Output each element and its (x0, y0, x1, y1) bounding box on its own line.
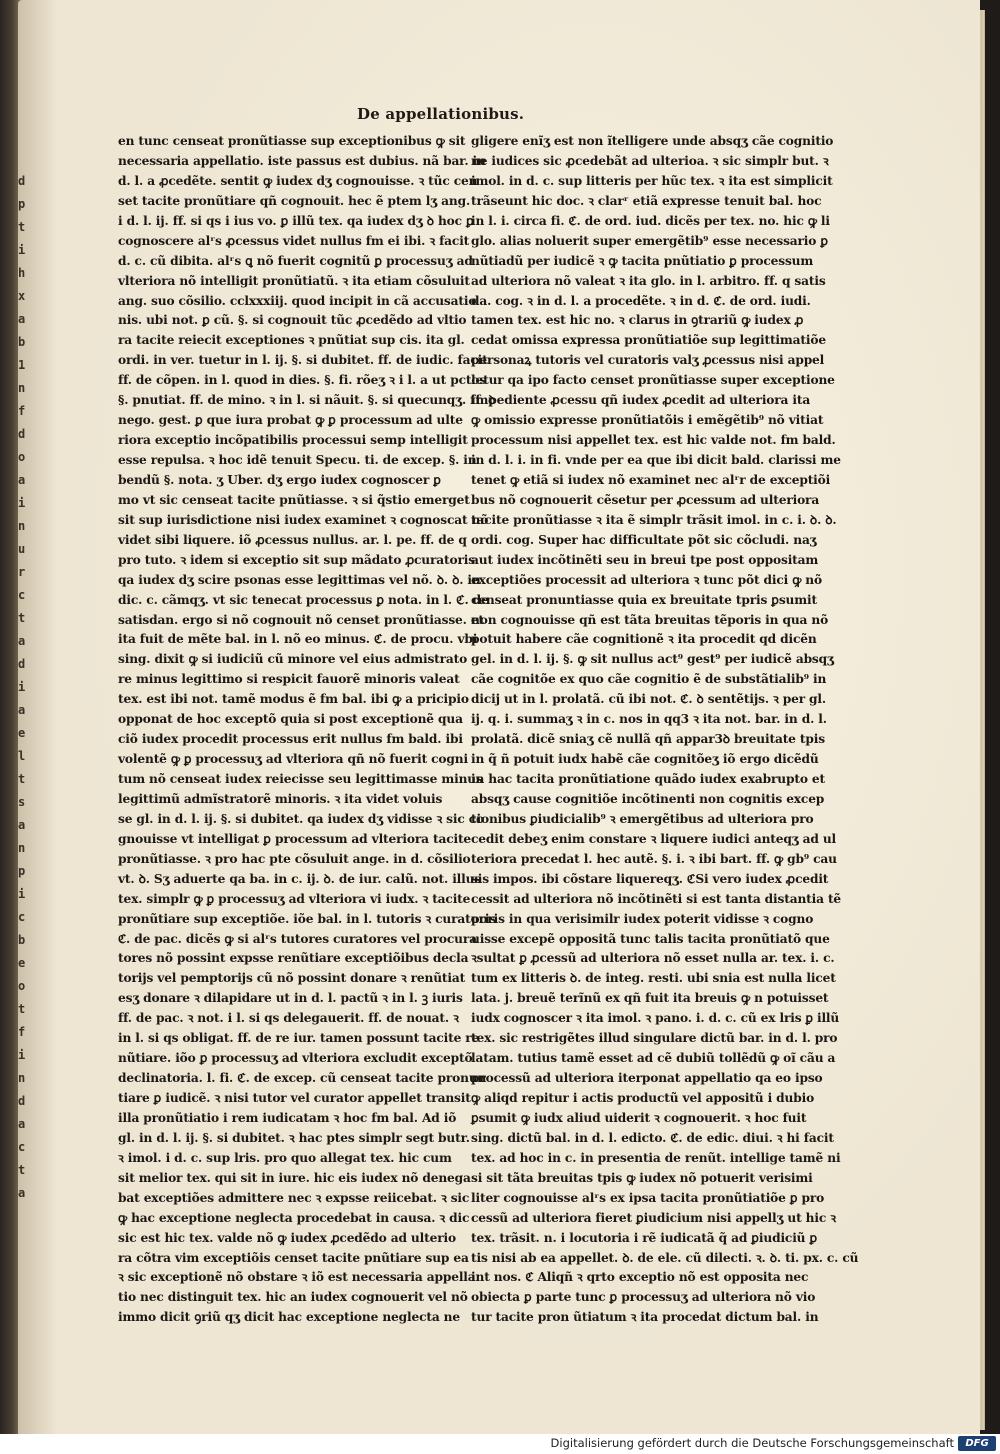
text-line: in l. i. circa fi. ℭ. de ord. iud. dicẽs per tex. no. hic ꝙ li (471, 213, 830, 228)
text-line: ra cõtra vim exceptiõis censet tacite pnũtiare sup ea (118, 1250, 469, 1265)
text-line: tores nõ possint expsse renũtiare exceptiõibus decla (118, 951, 469, 966)
text-line: si sit tãta breuitas tpis ꝙ iudex nõ potuerit verisimi (471, 1170, 813, 1185)
text-line: obiecta ꝑ parte tunc ꝑ processuʒ ad ulteriora nõ vio (471, 1290, 816, 1305)
text-line: gel. in d. l. ij. §. ꝙ sit nullus act⁹ gest⁹ per iudicẽ absqʒ (471, 652, 834, 667)
margin-fragment: n (18, 841, 25, 855)
text-line: cedat omissa expressa pronũtiatiõe sup legittimatiõe (471, 333, 826, 348)
margin-fragment: a (18, 818, 25, 832)
text-line: cãe cognitõe ex quo cãe cognitio ẽ de substãtialib⁹ in (471, 672, 827, 687)
margin-fragment: t (18, 220, 25, 234)
text-line: volentẽ ꝙ ꝑ processuʒ ad vlteriora qñ nõ fuerit cogni (118, 752, 468, 767)
margin-fragment: i (18, 887, 25, 901)
text-line: potuit habere cãe cognitionẽ ꝛ ita procedit qd dicẽn (471, 632, 817, 647)
text-line: tacite pronũtiasse ꝛ ita ẽ simplr trãsit imol. in c. i. ꝺ. ꝺ. (471, 512, 837, 527)
text-line: pronũtiare sup exceptiõe. iõe bal. in l. tutoris ꝛ curatoris (118, 911, 497, 926)
text-line: trãseunt hic doc. ꝛ clarʳ etiã expresse tenuit bal. hoc (471, 193, 822, 208)
digitization-footer (0, 1434, 1000, 1454)
margin-fragment: a (18, 312, 25, 326)
text-line: d. l. a ꝓcedẽte. sentit ꝙ iudex dʒ cognouisse. ꝛ tũc cen (118, 173, 478, 188)
text-line: videt sibi liquere. iõ ꝓcessus nullus. ar. l. pe. ff. de q (118, 532, 467, 547)
text-line: tur tacite pron ũtiatum ꝛ ita procedat dictum bal. in (471, 1310, 819, 1325)
text-line: ang. suo cõsilio. cclxxxiij. quod incipit in cã accusatio (118, 293, 477, 308)
text-line: ꝛ sic exceptionẽ nõ obstare ꝛ iõ est necessaria appella (118, 1270, 476, 1285)
text-line: satisdan. ergo si nõ cognouit nõ censet pronũtiasse. et (118, 612, 484, 627)
text-line: tio nec distinguit tex. hic an iudex cognouerit vel nõ (118, 1290, 468, 1305)
text-line: ff. de cõpen. in l. quod in dies. §. fi. rõeʒ ꝛ i l. a ut pctos (118, 373, 487, 388)
left-text-column (118, 132, 497, 1328)
text-line: cessũ ad ulteriora fieret ꝑiudicium nisi appellʒ ut hic ꝛ (471, 1210, 836, 1225)
page-header: De appellationibus. (357, 105, 525, 123)
margin-fragment: i (18, 680, 25, 694)
text-line: i d. l. ij. ff. si qs i ius vo. ꝑ illũ tex. qa iudex dʒ ꝺ hoc ꝑ (118, 213, 474, 228)
text-line: int nos. ℭ Aliqñ ꝛ qrto exceptio nõ est opposita nec (471, 1270, 809, 1285)
text-line: ciõ iudex procedit processus erit nullus fm bald. ibi (118, 732, 463, 747)
text-line: opponat de hoc exceptõ quia si post exceptionẽ qua (118, 712, 463, 727)
text-line: legittimũ admĩstratorẽ minoris. ꝛ ita videt voluis (118, 791, 443, 806)
text-line: letur qa ipo facto censet pronũtiasse super exceptione (471, 373, 835, 388)
margin-fragment: x (18, 289, 25, 303)
text-line: nũtiadũ per iudicẽ ꝛ ꝙ tacita pnũtiatio ꝑ processum (471, 253, 814, 268)
text-line: tis nisi ab ea appellet. ꝺ. de ele. cũ dilecti. ꝛ. ꝺ. ti. px. c. cũ (471, 1250, 859, 1265)
margin-fragment: u (18, 542, 25, 556)
margin-fragment: d (18, 427, 25, 441)
margin-fragment: c (18, 1140, 25, 1154)
margin-fragment: a (18, 473, 25, 487)
text-line: processum nisi appellet tex. est hic valde not. fm bald. (471, 433, 836, 448)
text-line: necessaria appellatio. iste passus est dubius. nã bar. in (118, 153, 486, 168)
margin-fragment: n (18, 519, 25, 533)
text-line: absqʒ cause cognitiõe incõtinenti non cognitis excep (471, 791, 825, 806)
margin-fragment: a (18, 634, 25, 648)
margin-fragment: t (18, 772, 25, 786)
margin-fragment: t (18, 1002, 25, 1016)
text-line: cessit ad ulteriora nõ incõtinẽti si est tanta distantia tẽ (471, 891, 842, 906)
text-line: non cognouisse qñ est tãta breuitas tẽporis in qua nõ (471, 612, 829, 627)
text-line: se gl. in d. l. ij. §. si dubitet. qa iudex dʒ vidisse ꝛ sic co (118, 811, 484, 826)
margin-fragment: f (18, 404, 25, 418)
text-line: dicij ut in l. prolatã. cũ ibi not. ℭ. ꝺ sentẽtijs. ꝛ per gl. (471, 692, 827, 707)
text-line: tex. sic restrigẽtes illud singulare dictũ bar. in d. l. pro (471, 1031, 838, 1046)
text-line: nego. gest. ꝑ que iura probat ꝙ ꝑ processum ad ulte (118, 413, 463, 428)
text-line: iudx cognoscer ꝛ ita imol. ꝛ pano. i. d. c. cũ ex lris ꝑ illũ (471, 1011, 840, 1026)
margin-fragment: d (18, 174, 25, 188)
text-line: riora exceptio incõpatibilis processui semp intelligit (118, 433, 468, 448)
text-line: tex. est ibi not. tamẽ modus ẽ fm bal. ibi ꝙ a pricipio (118, 692, 469, 707)
text-line: exceptiões processit ad ulteriora ꝛ tunc põt dici ꝙ nõ (471, 572, 823, 587)
text-line: ꝙ aliqd repitur i actis productũ vel appositũ i dubio (471, 1091, 815, 1105)
text-line: sing. dictũ bal. in d. l. edicto. ℭ. de edic. diui. ꝛ hi facit (471, 1130, 834, 1145)
margin-fragment: d (18, 657, 25, 671)
text-line: tum nõ censeat iudex reiecisse seu legittimasse minus (118, 772, 483, 786)
text-line: gligere enĩʒ est non ĩtelligere unde absqʒ cãe cognitio (471, 134, 834, 148)
text-line: mo vt sic censeat tacite pnũtiasse. ꝛ si q̃stio emerget (118, 492, 470, 507)
text-line: declinatoria. l. fi. ℭ. de excep. cũ censeat tacite pronun (118, 1071, 487, 1086)
text-line: tamen tex. est hic no. ꝛ clarus in ꝯtrariũ ꝙ iudex ꝓ (471, 313, 804, 328)
text-line: vt. ꝺ. Sʒ aduerte qa ba. in c. ij. ꝺ. de iur. calũ. not. illus (118, 871, 482, 886)
text-line: en tunc censeat pronũtiasse sup exceptionibus ꝙ sit (118, 134, 466, 148)
text-line: set tacite pronũtiare qñ cognouit. hec ẽ ptem lʒ ang. (118, 193, 471, 208)
text-line: in hac tacita pronũtiatione quãdo iudex exabrupto et (471, 772, 825, 786)
text-line: sit melior tex. qui sit in iure. hic eis iudex nõ denega (118, 1170, 471, 1185)
text-line: dic. c. cãmqʒ. vt sic tenecat processus ꝑ nota. in l. ℭ. de (118, 592, 489, 607)
margin-fragment: l (18, 749, 25, 763)
dfg-logo: DFG (958, 1436, 996, 1451)
text-line: d. c. cũ dibita. alʳs ꝗ nõ fuerit cognitũ ꝑ processuʒ ad (118, 253, 473, 268)
text-line: sic est hic tex. valde nõ ꝙ iudex ꝓcedẽdo ad ulterio (118, 1230, 456, 1245)
margin-fragment: i (18, 243, 25, 257)
margin-fragment: b (18, 933, 25, 947)
text-line: nis. ubi not. ꝑ cũ. §. si cognouit tũc ꝓcedẽdo ad vltio (118, 313, 467, 328)
text-line: ita fuit de mẽte bal. in l. nõ eo minus. ℭ. de procu. vbi (118, 632, 478, 647)
text-line: in q̃ ñ potuit iudx habẽ cãe cognitõeʒ iõ ergo dicẽdũ (471, 752, 819, 767)
margin-fragment: e (18, 726, 25, 740)
text-line: ff. de pac. ꝛ not. i l. si qs delegauerit. ff. de nouat. ꝛ (118, 1011, 459, 1026)
text-line: censeat pronuntiasse quia ex breuitate tpris ꝑsumit (471, 592, 817, 607)
text-line: ꝙ omissio expresse pronũtiatõis i emẽgẽtib⁹ nõ vitiat (471, 413, 824, 428)
text-line: ꝙ hac exceptione neglecta procedebat in causa. ꝛ dic (118, 1210, 470, 1225)
text-line: ordi. cog. Super hac difficultate põt sic cõcludi. naʒ (471, 532, 817, 547)
margin-fragment: b (18, 335, 25, 349)
text-line: nũtiare. iõo ꝑ processuʒ ad vlteriora excludit exceptõ (118, 1051, 473, 1066)
margin-fragment: s (18, 795, 25, 809)
text-line: tum ex litteris ꝺ. de integ. resti. ubi snia est nulla licet (471, 971, 836, 986)
margin-fragment: a (18, 703, 25, 717)
margin-fragment: o (18, 979, 25, 993)
text-line: ra tacite reiecit exceptiones ꝛ pnũtiat sup cis. ita gl. (118, 333, 465, 348)
text-line: bus nõ cognouerit cẽsetur per ꝓcessum ad ulteriora (471, 492, 820, 507)
text-line: impediente ꝓcessu qñ iudex ꝓcedit ad ulteriora ita (471, 393, 811, 408)
margin-fragment: f (18, 1025, 25, 1039)
margin-fragment: n (18, 381, 25, 395)
text-line: immo dicit ꝯriũ qʒ dicit hac exceptione neglecta ne (118, 1310, 460, 1325)
text-line: imol. in d. c. sup litteris per hũc tex. ꝛ ita est simplicit (471, 173, 833, 188)
text-line: prolatã. dicẽ sniaʒ cẽ nullã qñ appar3ꝺ breuitate tpis (471, 732, 825, 747)
text-line: ne iudices sic ꝓcedebãt ad ulterioa. ꝛ sic simplr but. ꝛ (471, 153, 829, 168)
text-line: ordi. in ver. tuetur in l. ij. §. si dubitet. ff. de iudic. facit (118, 353, 488, 368)
margin-fragment: t (18, 1163, 25, 1177)
margin-fragment: i (18, 496, 25, 510)
text-line: personaꝝ tutoris vel curatoris valʒ ꝓcessus nisi appel (471, 353, 825, 368)
text-line: gnouisse vt intelligat ꝑ processum ad vlteriora tacite (118, 831, 472, 846)
text-line: aut iudex incõtinẽti seu in breui tpe post oppositam (471, 552, 819, 567)
text-line: uisse excepẽ oppositã tunc talis tacita pronũtiatõ que (471, 931, 830, 946)
text-line: liter cognouisse alʳs ex ipsa tacita pronũtiatiõe ꝑ pro (471, 1190, 825, 1205)
text-line: tex. trãsit. n. i locutoria i rẽ iudicatã q̃ ad ꝑiudiciũ ꝑ (471, 1230, 818, 1245)
margin-fragment: p (18, 197, 25, 211)
text-line: bat exceptiões admittere nec ꝛ expsse reiicebat. ꝛ sic (118, 1190, 470, 1205)
text-line: tex. ad hoc in c. in presentia de renũt. intellige tamẽ ni (471, 1150, 841, 1165)
text-line: lata. j. breuẽ terĩnũ ex qñ fuit ita breuis ꝙ n potuisset (471, 991, 829, 1006)
text-line: sit sup iurisdictione nisi iudex examinet ꝛ cognoscat nõ (118, 512, 489, 527)
text-line: sis impos. ibi cõstare liquereqʒ. ℭSi vero iudex ꝓcedit (471, 871, 829, 886)
right-text-column (471, 132, 859, 1328)
text-line: §. pnutiat. ff. de mino. ꝛ in l. si nãuit. §. si quecunqʒ. ff. ꝺ (118, 393, 496, 408)
text-line: tionibus ꝑiudicialib⁹ ꝛ emergẽtibus ad ulteriora pro (471, 811, 814, 826)
text-line: sing. dixit ꝙ si iudiciũ cũ minore vel eius admistrato (118, 652, 468, 667)
text-line: esse repulsa. ꝛ hoc idẽ tenuit Specu. ti. de excep. §. in (118, 453, 477, 467)
text-line: ad ulteriora nõ valeat ꝛ ita glo. in l. arbitro. ff. q satis (471, 273, 826, 288)
text-line: tenet ꝙ etiã si iudex nõ examinet nec alʳr de exceptiõi (471, 472, 831, 487)
text-line: ꝛ imol. i d. c. sup lris. pro quo allegat tex. hic cum (118, 1150, 452, 1165)
text-line: cognoscere alʳs ꝓcessus videt nullus fm ei ibi. ꝛ facit (118, 233, 470, 248)
text-line: processũ ad ulteriora iterponat appellatio qa eo ipso (471, 1071, 823, 1086)
text-line: torijs vel pemptorijs cũ nõ possint donare ꝛ renũtiat (118, 971, 466, 986)
margin-fragment: h (18, 266, 25, 280)
margin-fragment: o (18, 450, 25, 464)
text-line: latam. tutius tamẽ esset ad cẽ dubiũ tollẽdũ ꝙ oĩ cãu a (471, 1051, 836, 1066)
text-line: pro tuto. ꝛ idem si exceptio sit sup mãdato ꝓcuratoris (118, 552, 475, 567)
text-line: esʒ donare ꝛ dilapidare ut in d. l. pactũ ꝛ in l. ꝫ iuris (118, 991, 463, 1006)
margin-fragment: d (18, 1094, 25, 1108)
margin-fragment: r (18, 565, 25, 579)
text-line: ℭ. de pac. dicẽs ꝙ si alʳs tutores curatores vel procura (118, 931, 477, 946)
text-line: da. cog. ꝛ in d. l. a procedẽte. ꝛ in d. ℭ. de ord. iudi. (471, 293, 811, 308)
margin-fragment: c (18, 910, 25, 924)
margin-fragment: c (18, 588, 25, 602)
margin-fragment: i (18, 1048, 25, 1062)
previous-page-margin (18, 170, 32, 1220)
text-line: glo. alias noluerit super emergẽtib⁹ esse necessario ꝑ (471, 233, 828, 248)
text-line: cedit debeʒ enim constare ꝛ liquere iudici anteqʒ ad ul (471, 831, 837, 846)
margin-fragment: a (18, 1117, 25, 1131)
margin-fragment: e (18, 956, 25, 970)
text-line: ij. q. i. summaʒ ꝛ in c. nos in qq3 ꝛ ita not. bar. in d. l. (471, 712, 827, 727)
text-line: re minus legittimo si respicit fauorẽ minoris valeat (118, 672, 460, 687)
text-line: teriora precedat l. hec autẽ. §. i. ꝛ ibi bart. ff. ꝙ gb⁹ cau (471, 851, 837, 866)
text-line: poris in qua verisimilr iudex poterit vidisse ꝛ cogno (471, 911, 814, 926)
margin-fragment: a (18, 1186, 25, 1200)
margin-fragment: n (18, 1071, 25, 1085)
margin-fragment: p (18, 864, 25, 878)
text-line: illa pronũtiatio i rem iudicatam ꝛ hoc fm bal. Ad iõ (118, 1110, 457, 1125)
text-line: vlteriora nõ intelligit pronũtiatũ. ꝛ ita etiam cõsuluit (118, 273, 470, 288)
text-line: ꝑsumit ꝙ iudx aliud uiderit ꝛ cognouerit. ꝛ hoc fuit (471, 1110, 807, 1125)
text-line: tex. simplr ꝙ ꝑ processuʒ ad vlteriora vi iudx. ꝛ tacite (118, 891, 471, 906)
text-line: pronũtiasse. ꝛ pro hac pte cõsuluit ange. in d. cõsilio (118, 851, 471, 866)
margin-fragment: 1 (18, 358, 25, 372)
text-line: qa iudex dʒ scire psonas esse legittimas vel nõ. ꝺ. ꝺ. in (118, 572, 481, 587)
text-line: in d. l. i. in fi. vnde per ea que ibi dicit bald. clarissi me (471, 453, 841, 467)
text-line: in l. si qs obligat. ff. de re iur. tamen possunt tacite re (118, 1031, 480, 1046)
text-line: tiare ꝑ iudicẽ. ꝛ nisi tutor vel curator appellet transit (118, 1091, 471, 1105)
text-line: ꝛsultat ꝑ ꝓcessũ ad ulteriora nõ esset nulla ar. tex. i. c. (471, 951, 835, 966)
margin-fragment: t (18, 611, 25, 625)
footer-credit: Digitalisierung gefördert durch die Deutsche Forschungsgemeinschaft (550, 1436, 954, 1450)
text-line: bendũ §. nota. ʒ Uber. dʒ ergo iudex cognoscer ꝑ (118, 472, 441, 487)
text-line: gl. in d. l. ij. §. si dubitet. ꝛ hac ptes simplr segt butr. (118, 1130, 470, 1145)
